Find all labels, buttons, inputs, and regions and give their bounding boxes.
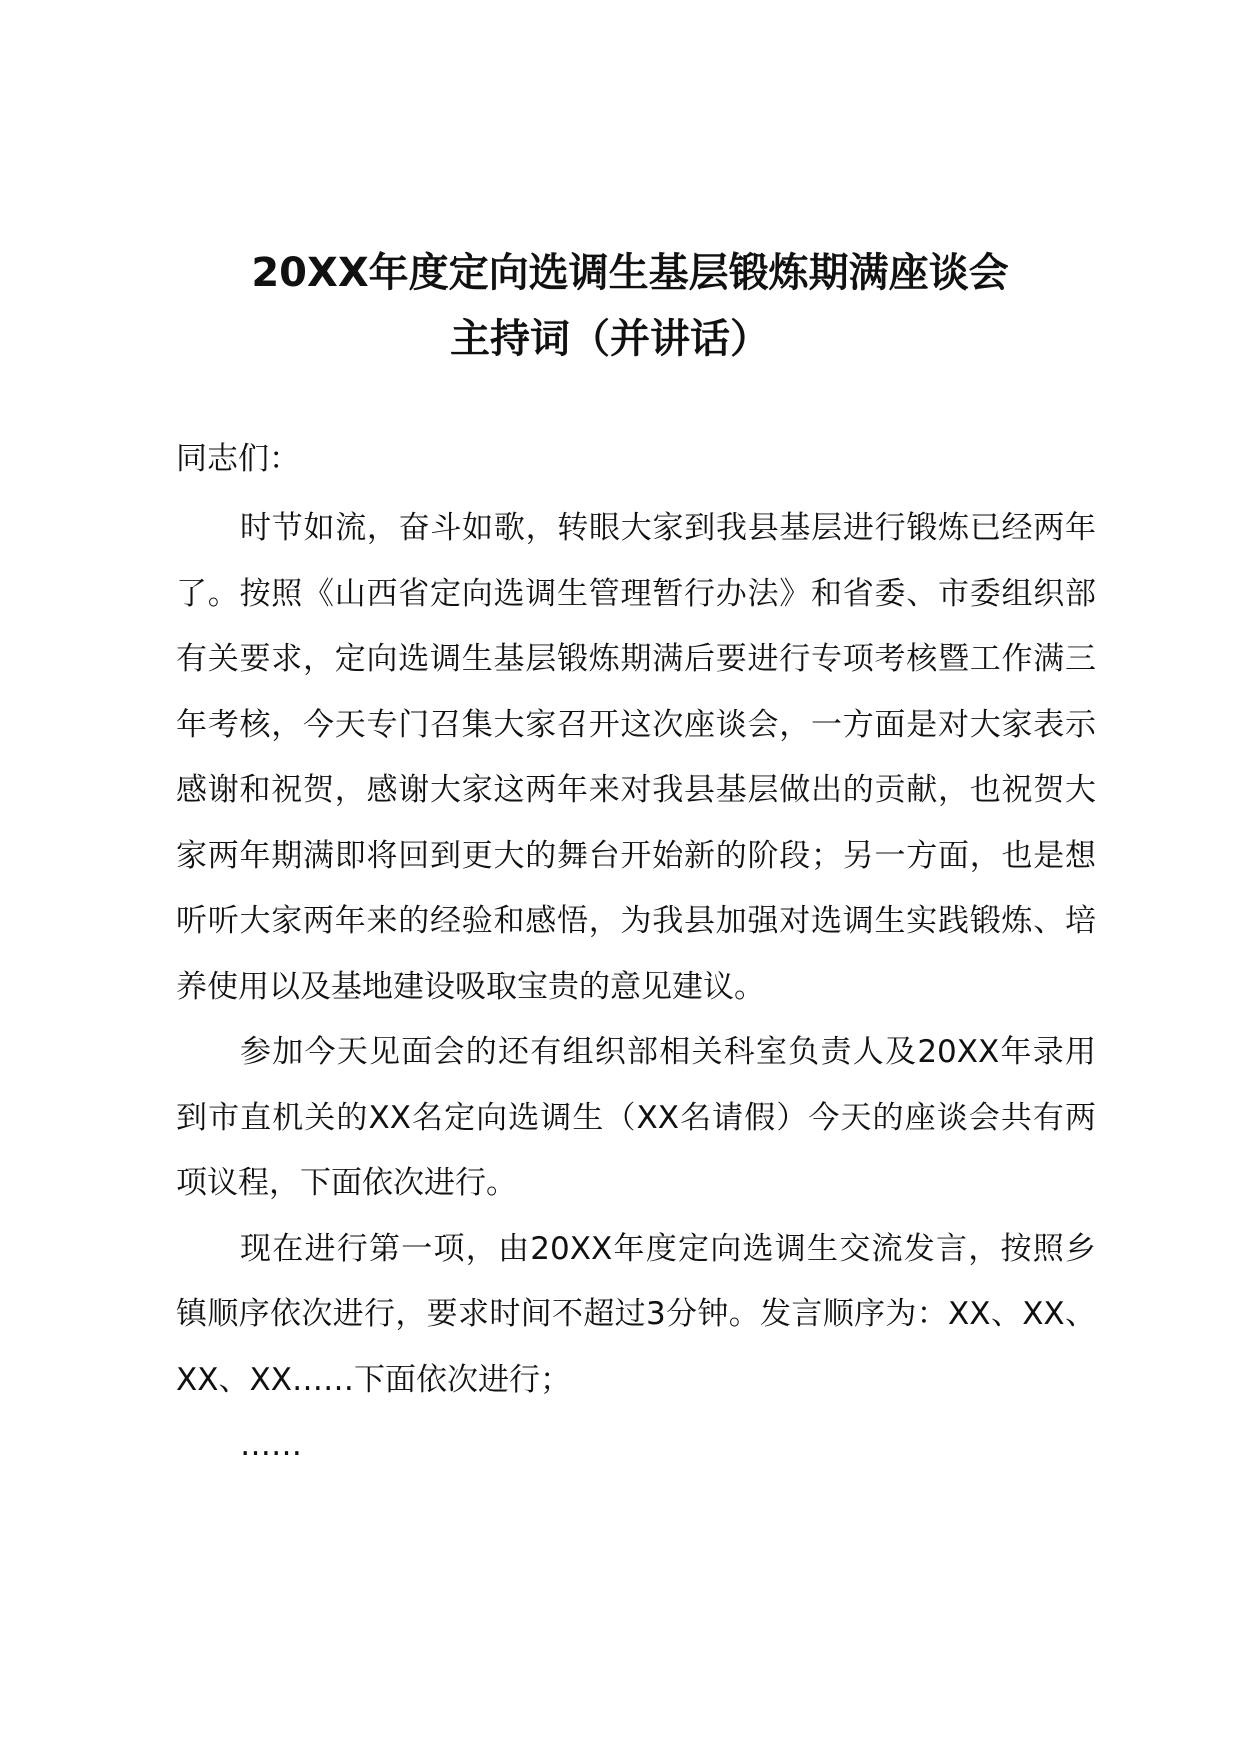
title-line-1: 20XX年度定向选调生基层锻炼期满座谈会 [251,250,1009,296]
document-title [160,240,1100,372]
paragraph-4: …… [240,1427,302,1463]
title-line-2: 主持词（并讲话） [450,316,770,362]
paragraph-1: 时节如流，奋斗如歌，转眼大家到我县基层进行锻炼已经两年了。按照《山西省定向选调生管理暂行办法》和省委、市委组织部有关要求，定向选调生基层锻炼期满后要进行专项考核暨工作满三年考核，今天专门召集大家召开这次座谈会，一方面是对大家表示感谢和祝贺，感谢大家这两年来对我县基层做出的贡献，也祝贺大家两年期满即将回到更大的舞台开始新的阶段；另一方面，也是想听听大家两年来的经验和感悟，为我县加强对选调生实践锻炼、培养使用以及基地建设吸取宝贵的意见建议。 [176,510,1096,1005]
paragraph-3: 现在进行第一项，由20XX年度定向选调生交流发言，按照乡镇顺序依次进行，要求时间不超过3分钟。发言顺序为：XX、XX、XX、XX……下面依次进行； [176,1230,1096,1398]
paragraph-2: 参加今天见面会的还有组织部相关科室负责人及20XX年录用到市直机关的XX名定向选调生（XX名请假）今天的座谈会共有两项议程，下面依次进行。 [176,1034,1096,1201]
document-body [176,430,1096,1479]
greeting: 同志们： [176,441,300,477]
